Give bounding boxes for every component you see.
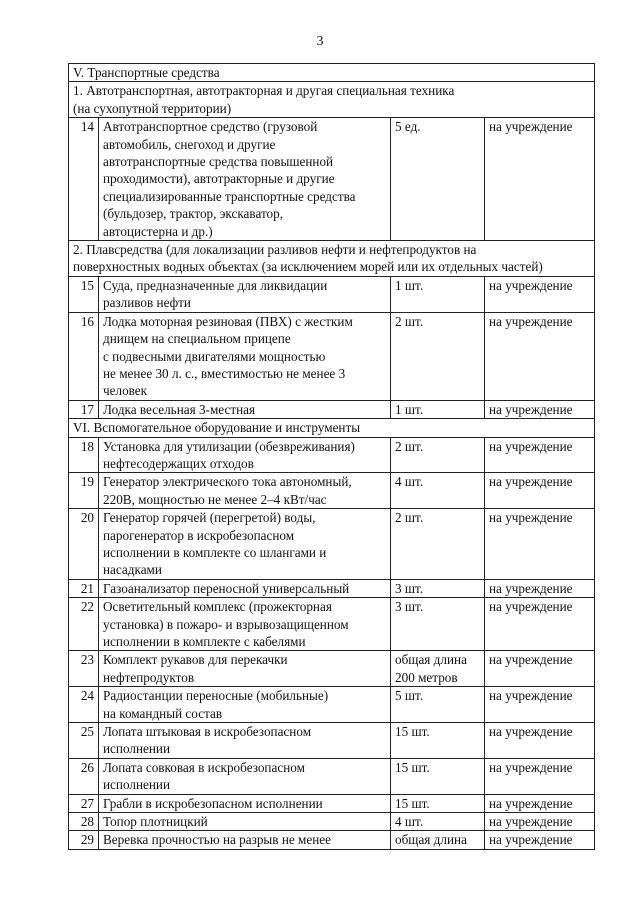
row-number: 22 [69, 598, 99, 651]
row-number: 21 [69, 579, 99, 597]
item-quantity: 1 шт. [391, 276, 485, 312]
item-name: Грабли в искробезопасном исполнении [99, 794, 391, 812]
item-name: Радиостанции переносные (мобильные) на командный состав [99, 687, 391, 723]
table-row [69, 276, 595, 312]
row-number: 19 [69, 473, 99, 509]
item-allocation: на учреждение [485, 276, 595, 312]
item-allocation: на учреждение [485, 723, 595, 759]
item-name: Газоанализатор переносной универсальный [99, 579, 391, 597]
table-row [69, 598, 595, 651]
item-allocation: на учреждение [485, 687, 595, 723]
item-quantity: 15 шт. [391, 794, 485, 812]
row-number: 26 [69, 758, 99, 794]
item-quantity: 4 шт. [391, 813, 485, 831]
table-row [69, 758, 595, 794]
item-name: Лопата совковая в искробезопасном исполнении [99, 758, 391, 794]
item-allocation: на учреждение [485, 312, 595, 400]
item-allocation: на учреждение [485, 437, 595, 473]
row-number: 25 [69, 723, 99, 759]
item-name: Комплект рукавов для перекачки нефтепродуктов [99, 651, 391, 687]
row-number: 23 [69, 651, 99, 687]
section-header-row [69, 419, 595, 437]
item-name: Установка для утилизации (обезвреживания) нефтесодержащих отходов [99, 437, 391, 473]
equipment-table [68, 63, 595, 850]
table-row [69, 579, 595, 597]
item-quantity: 2 шт. [391, 509, 485, 580]
row-number: 14 [69, 118, 99, 241]
equipment-table-body [69, 64, 595, 850]
item-quantity: 1 шт. [391, 400, 485, 418]
table-row [69, 651, 595, 687]
item-allocation: на учреждение [485, 400, 595, 418]
table-row [69, 437, 595, 473]
row-number: 28 [69, 813, 99, 831]
item-name: Автотранспортное средство (грузовой автомобиль, снегоход и другие автотранспортные средства повышенной проходимости), автотракторные и другие специализированные транспортные средства (бульдозер, трактор, экскаватор, автоцистерна и др.) [99, 118, 391, 241]
row-number: 16 [69, 312, 99, 400]
item-name: Суда, предназначенные для ликвидации разливов нефти [99, 276, 391, 312]
table-row [69, 813, 595, 831]
item-allocation: на учреждение [485, 118, 595, 241]
table-row [69, 473, 595, 509]
item-name: Лодка моторная резиновая (ПВХ) с жестким днищем на специальном прицепе с подвесными двигателями мощностью не менее 30 л. с., вместимостью не менее 3 человек [99, 312, 391, 400]
section-header: VI. Вспомогательное оборудование и инструменты [69, 419, 595, 437]
item-name: Генератор электрического тока автономный, 220В, мощностью не менее 2–4 кВт/час [99, 473, 391, 509]
table-row [69, 831, 595, 849]
item-quantity: 4 шт. [391, 473, 485, 509]
item-allocation: на учреждение [485, 651, 595, 687]
item-quantity: общая длина [391, 831, 485, 849]
row-number: 20 [69, 509, 99, 580]
row-number: 18 [69, 437, 99, 473]
item-allocation: на учреждение [485, 813, 595, 831]
item-quantity: общая длина 200 метров [391, 651, 485, 687]
section-header: V. Транспортные средства [69, 64, 595, 82]
section-header: 1. Автотранспортная, автотракторная и другая специальная техника (на сухопутной территории) [69, 82, 595, 118]
item-allocation: на учреждение [485, 579, 595, 597]
section-header-row [69, 82, 595, 118]
item-allocation: на учреждение [485, 831, 595, 849]
item-name: Веревка прочностью на разрыв не менее [99, 831, 391, 849]
item-allocation: на учреждение [485, 509, 595, 580]
row-number: 29 [69, 831, 99, 849]
section-header: 2. Плавсредства (для локализации разливов нефти и нефтепродуктов на поверхностных водных объектах (за исключением морей или их отдельных частей) [69, 241, 595, 277]
table-row [69, 400, 595, 418]
item-quantity: 15 шт. [391, 723, 485, 759]
table-row [69, 312, 595, 400]
table-row [69, 687, 595, 723]
item-quantity: 5 ед. [391, 118, 485, 241]
item-allocation: на учреждение [485, 473, 595, 509]
item-quantity: 2 шт. [391, 437, 485, 473]
table-row [69, 509, 595, 580]
item-name: Лопата штыковая в искробезопасном исполнении [99, 723, 391, 759]
table-row [69, 723, 595, 759]
section-header-row [69, 64, 595, 82]
item-allocation: на учреждение [485, 598, 595, 651]
item-allocation: на учреждение [485, 758, 595, 794]
item-name: Осветительный комплекс (прожекторная установка) в пожаро- и взрывозащищенном исполнении в комплекте с кабелями [99, 598, 391, 651]
item-quantity: 3 шт. [391, 579, 485, 597]
row-number: 17 [69, 400, 99, 418]
item-allocation: на учреждение [485, 794, 595, 812]
item-quantity: 15 шт. [391, 758, 485, 794]
item-name: Лодка весельная 3-местная [99, 400, 391, 418]
row-number: 27 [69, 794, 99, 812]
item-quantity: 5 шт. [391, 687, 485, 723]
page-number: 3 [316, 34, 324, 49]
row-number: 24 [69, 687, 99, 723]
table-row [69, 118, 595, 241]
section-header-row [69, 241, 595, 277]
item-name: Топор плотницкий [99, 813, 391, 831]
item-quantity: 3 шт. [391, 598, 485, 651]
item-name: Генератор горячей (перегретой) воды, парогенератор в искробезопасном исполнении в комплекте со шлангами и насадками [99, 509, 391, 580]
item-quantity: 2 шт. [391, 312, 485, 400]
table-row [69, 794, 595, 812]
row-number: 15 [69, 276, 99, 312]
